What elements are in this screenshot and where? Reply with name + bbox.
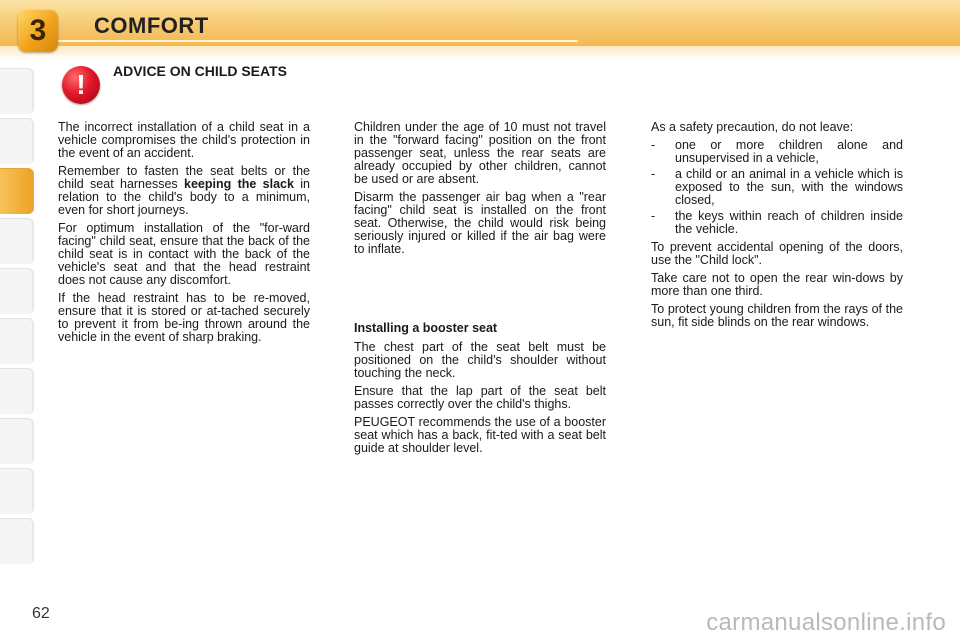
chapter-tab-10[interactable] bbox=[0, 518, 34, 564]
bullet-marker: - bbox=[651, 138, 656, 152]
paragraph: To protect young children from the rays of the sun, fit side blinds on the rear windows. bbox=[651, 302, 903, 329]
chapter-tab-8[interactable] bbox=[0, 418, 34, 464]
warning-exclamation-icon: ! bbox=[62, 66, 100, 104]
paragraph: The incorrect installation of a child seat in a vehicle compromises the child's protection in the event of an accident. bbox=[58, 120, 310, 160]
text-run: Remember to fasten the seat belts or the child seat harnesses bbox=[58, 164, 310, 191]
chapter-tab-4[interactable] bbox=[0, 218, 34, 264]
header-fade bbox=[0, 46, 960, 60]
list-item bbox=[651, 139, 903, 165]
text-column-3 bbox=[651, 121, 903, 334]
list-item bbox=[651, 168, 903, 207]
chapter-tab-rail bbox=[0, 68, 34, 576]
paragraph: Children under the age of 10 must not travel in the "forward facing" position on the front passenger seat, unless the rear seats are already occupied by other children, cannot be used or are absent. bbox=[354, 120, 606, 186]
chapter-tab-9[interactable] bbox=[0, 468, 34, 514]
watermark: carmanualsonline.info bbox=[706, 609, 946, 636]
bullet-list bbox=[651, 139, 903, 236]
paragraph: As a safety precaution, do not leave: bbox=[651, 120, 854, 134]
chapter-tab-1[interactable] bbox=[0, 68, 34, 114]
paragraph: If the head restraint has to be re-moved, ensure that it is stored or at-tached securely to prevent it from be-ing thrown around the vehicle in the event of sharp braking. bbox=[58, 291, 310, 344]
subheading-booster-seat: Installing a booster seat bbox=[354, 321, 498, 335]
paragraph: To prevent accidental opening of the doors, use the "Child lock". bbox=[651, 240, 903, 267]
paragraph bbox=[58, 165, 310, 217]
page-number: 62 bbox=[32, 605, 50, 622]
paragraph: PEUGEOT recommends the use of a booster seat which has a back, fit-ted with a seat belt guide at shoulder level. bbox=[354, 415, 606, 455]
bold-text-run: keeping the slack bbox=[184, 177, 294, 191]
list-item-text: one or more children alone and unsupervised in a vehicle, bbox=[675, 138, 903, 165]
paragraph: The chest part of the seat belt must be positioned on the child's shoulder without touching the neck. bbox=[354, 340, 606, 380]
list-item-text: a child or an animal in a vehicle which is exposed to the sun, with the windows closed, bbox=[675, 167, 903, 207]
paragraph: For optimum installation of the "for-ward facing" child seat, ensure that the back of the child seat is in contact with the back of the vehicle's seat and that the head restraint does not cause any discomfort. bbox=[58, 221, 310, 287]
text-column-1 bbox=[58, 121, 310, 349]
chapter-tab-5[interactable] bbox=[0, 268, 34, 314]
paragraph: Take care not to open the rear win-dows by more than one third. bbox=[651, 271, 903, 298]
chapter-tab-6[interactable] bbox=[0, 318, 34, 364]
list-item bbox=[651, 210, 903, 236]
bullet-marker: - bbox=[651, 209, 656, 223]
chapter-tab-7[interactable] bbox=[0, 368, 34, 414]
list-item-text: the keys within reach of children inside the vehicle. bbox=[675, 209, 903, 236]
bullet-marker: - bbox=[651, 167, 656, 181]
text-column-2 bbox=[354, 121, 606, 460]
paragraph: Disarm the passenger air bag when a "rear facing" child seat is installed on the front seat. Otherwise, the child would risk being seriously injured or killed if the air bag were to inflate. bbox=[354, 190, 606, 256]
text-run: in relation to the child's body to a minimum, even for short journeys. bbox=[58, 177, 310, 217]
section-title: ADVICE ON CHILD SEATS bbox=[113, 63, 287, 79]
chapter-number-badge: 3 bbox=[18, 10, 58, 52]
chapter-tab-2[interactable] bbox=[0, 118, 34, 164]
page-title: COMFORT bbox=[94, 13, 209, 38]
paragraph: Ensure that the lap part of the seat belt passes correctly over the child's thighs. bbox=[354, 384, 606, 411]
chapter-tab-3-active[interactable] bbox=[0, 168, 34, 214]
header-divider bbox=[58, 40, 578, 42]
